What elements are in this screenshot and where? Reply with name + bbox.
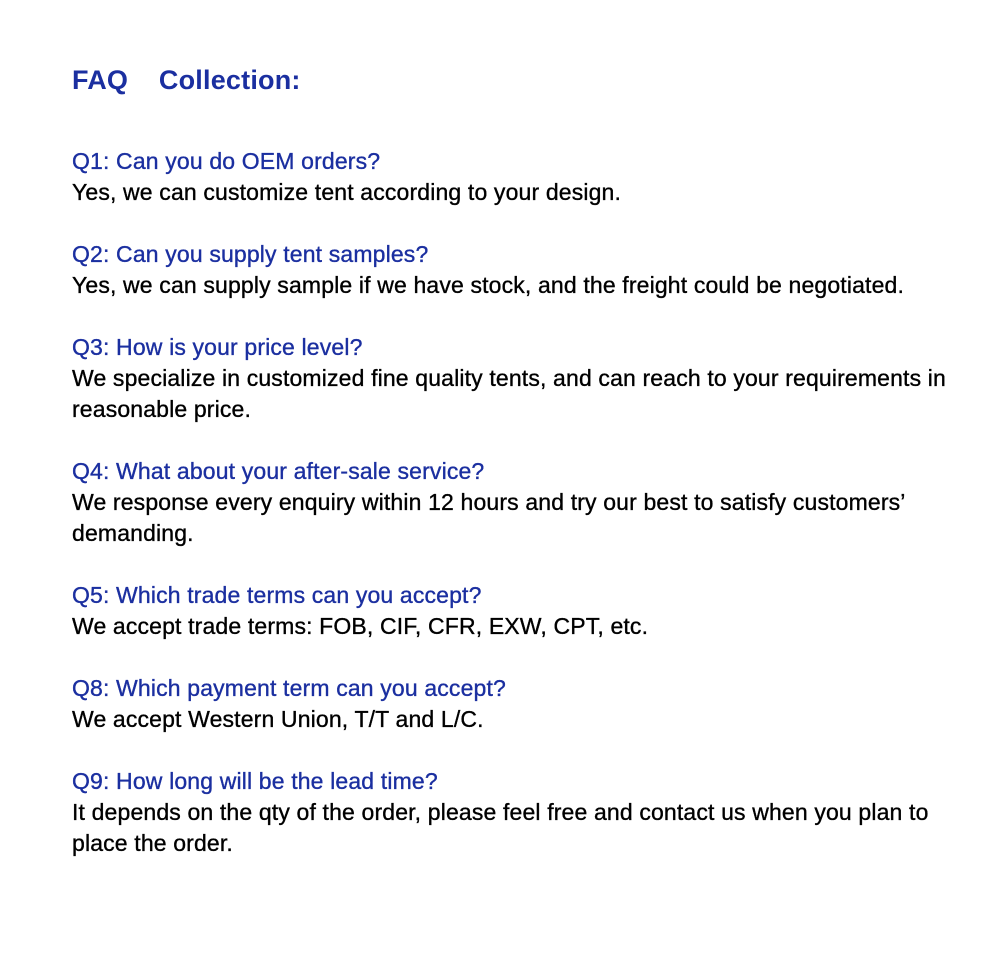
faq-answer: It depends on the qty of the order, please feel free and contact us when you plan to place the order. bbox=[72, 799, 929, 856]
faq-question: Q1: Can you do OEM orders? bbox=[72, 148, 381, 174]
faq-answer: We accept Western Union, T/T and L/C. bbox=[72, 706, 484, 732]
faq-question: Q2: Can you supply tent samples? bbox=[72, 241, 429, 267]
faq-question: Q9: How long will be the lead time? bbox=[72, 768, 438, 794]
faq-question: Q3: How is your price level? bbox=[72, 334, 363, 360]
faq-answer: Yes, we can customize tent according to your design. bbox=[72, 179, 622, 205]
faq-answer: Yes, we can supply sample if we have stock, and the freight could be negotiated. bbox=[72, 272, 904, 298]
faq-answer: We response every enquiry within 12 hours and try our best to satisfy customers’ demanding. bbox=[72, 489, 905, 546]
faq-question: Q4: What about your after-sale service? bbox=[72, 458, 485, 484]
faq-answer: We specialize in customized fine quality tents, and can reach to your requirements in reasonable price. bbox=[72, 365, 946, 422]
faq-item-q9 bbox=[72, 766, 952, 859]
faq-question: Q5: Which trade terms can you accept? bbox=[72, 582, 482, 608]
faq-title: FAQ Collection: bbox=[72, 65, 301, 95]
faq-question: Q8: Which payment term can you accept? bbox=[72, 675, 506, 701]
faq-item-q4 bbox=[72, 456, 952, 549]
faq-item-q2 bbox=[72, 239, 952, 301]
faq-item-q8 bbox=[72, 673, 952, 735]
faq-answer: We accept trade terms: FOB, CIF, CFR, EXW, CPT, etc. bbox=[72, 613, 649, 639]
faq-item-q3 bbox=[72, 332, 952, 425]
faq-item-q5 bbox=[72, 580, 952, 642]
faq-item-q1 bbox=[72, 146, 952, 208]
faq-page bbox=[72, 62, 952, 890]
